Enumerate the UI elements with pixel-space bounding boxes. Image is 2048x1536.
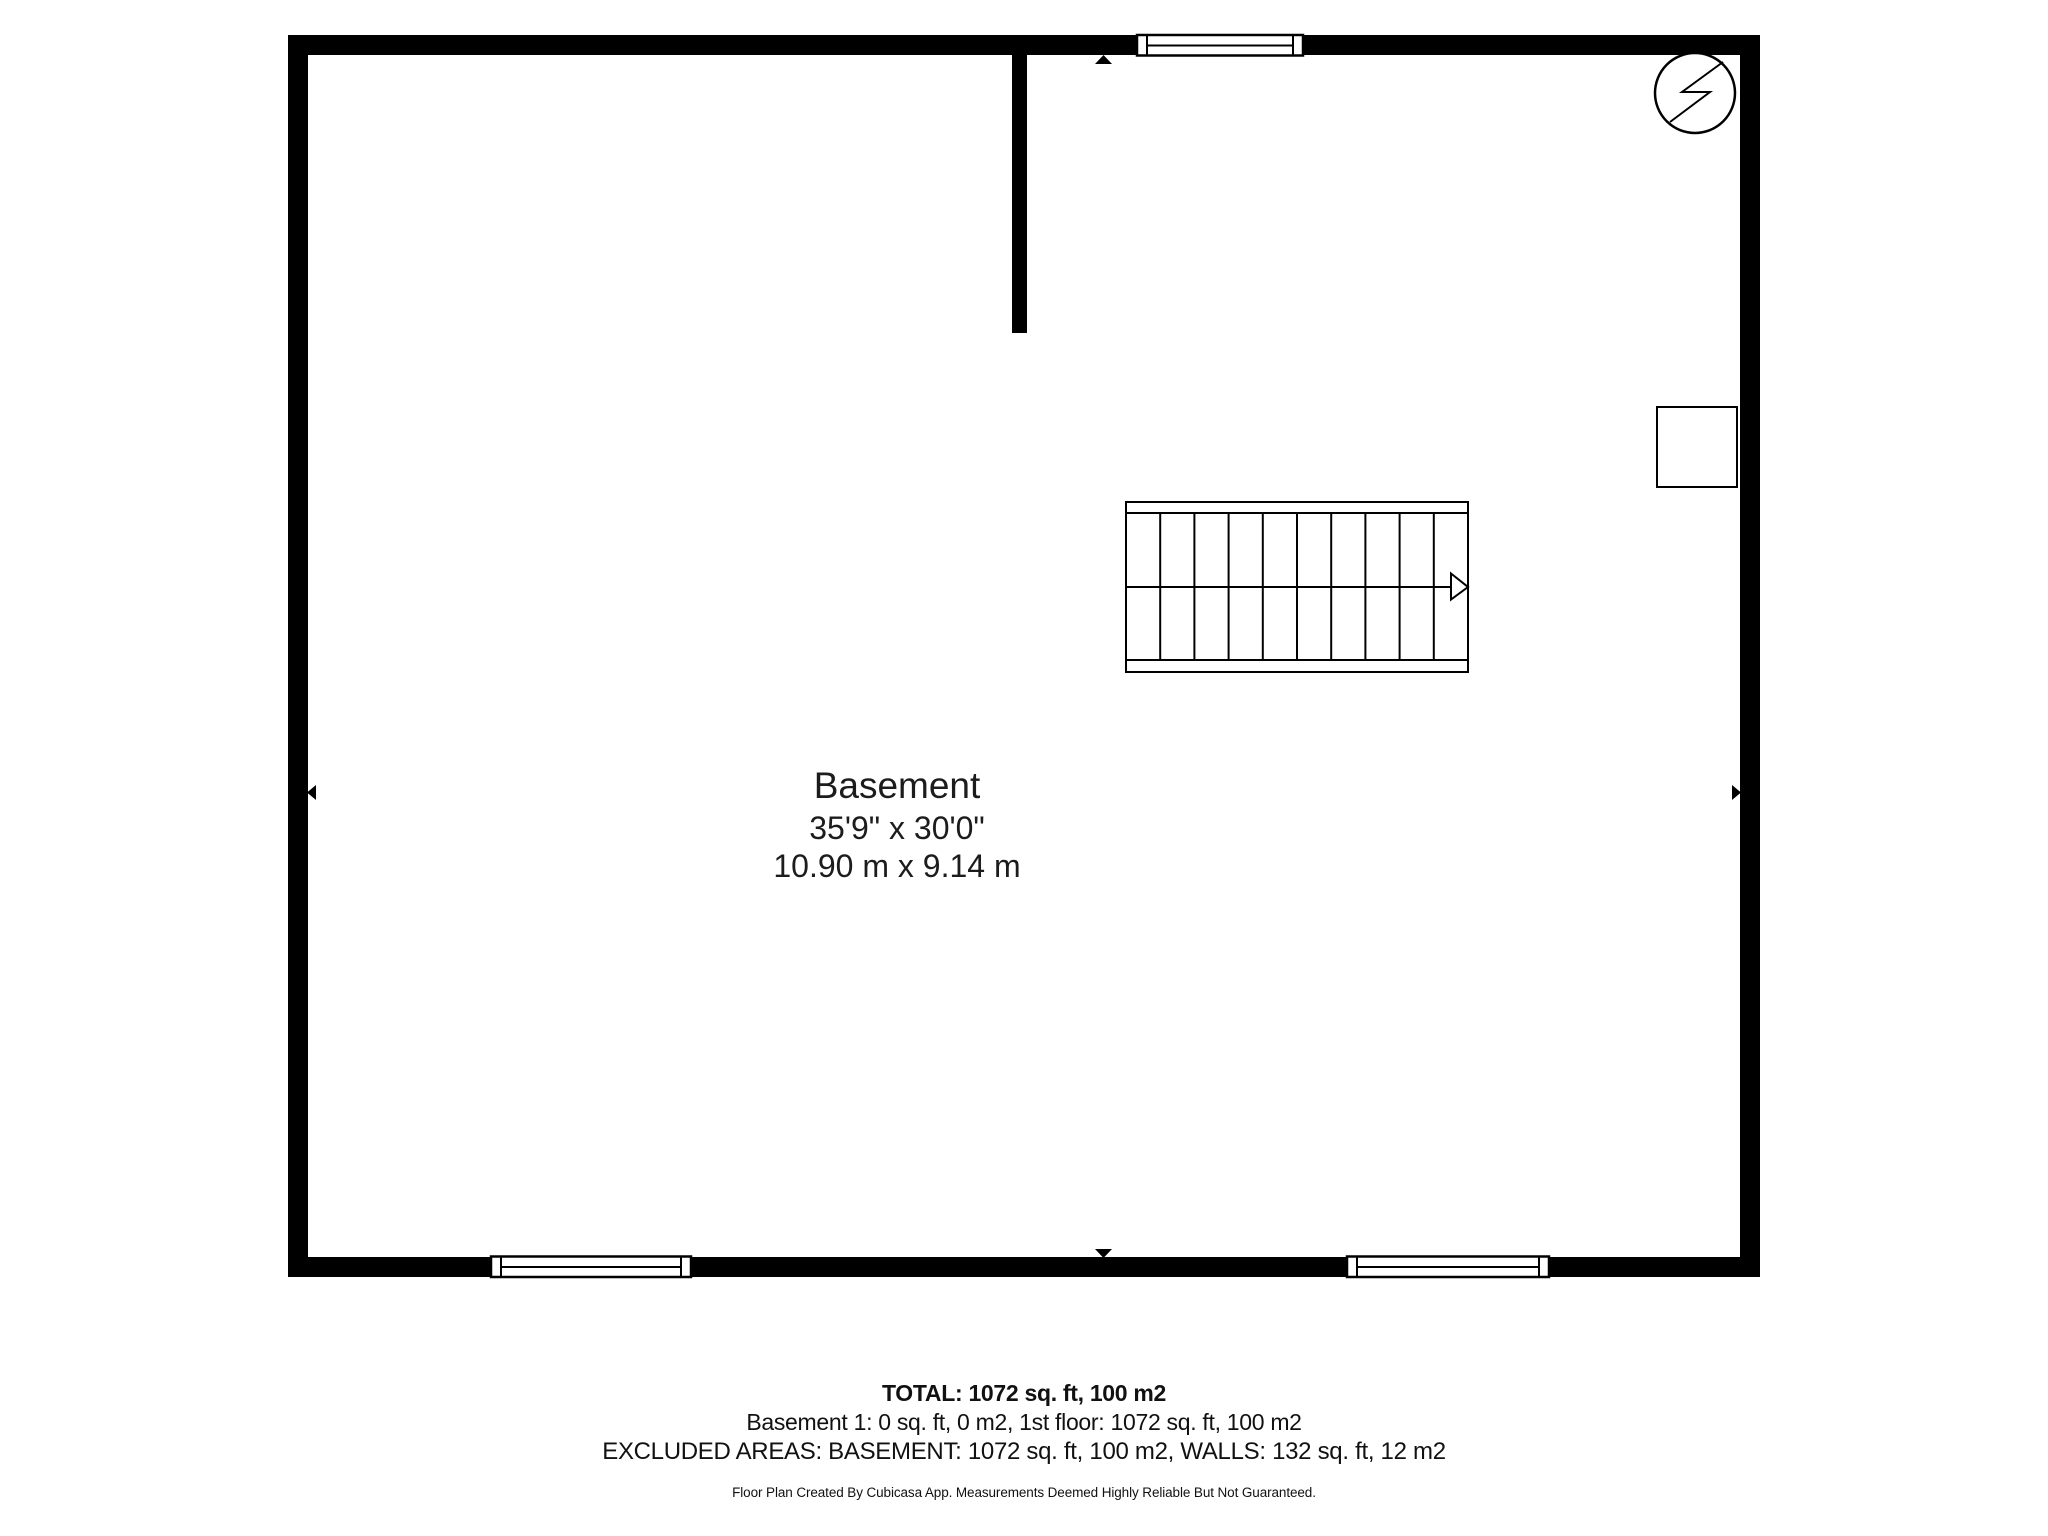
room-dimensions-imperial: 35'9" x 30'0" bbox=[809, 810, 985, 846]
floor-areas-line: Basement 1: 0 sq. ft, 0 m2, 1st floor: 1072 sq. ft, 100 m2 bbox=[746, 1409, 1302, 1435]
area-summary bbox=[0, 1379, 2048, 1466]
staircase bbox=[1126, 502, 1468, 672]
electrical-symbol-icon bbox=[1655, 53, 1735, 133]
wall-marker-right-icon bbox=[1732, 785, 1741, 800]
disclaimer-text: Floor Plan Created By Cubicasa App. Measurements Deemed Highly Reliable But Not Guaranteed. bbox=[732, 1485, 1316, 1500]
window-bottom-right bbox=[1347, 1257, 1549, 1278]
window-bottom-left bbox=[491, 1257, 691, 1278]
wall-marker-bottom-icon bbox=[1095, 1249, 1112, 1258]
room-dimensions-metric: 10.90 m x 9.14 m bbox=[773, 848, 1021, 884]
room-name: Basement bbox=[813, 765, 981, 806]
wall-marker-top-icon bbox=[1095, 55, 1112, 64]
excluded-areas-line: EXCLUDED AREAS: BASEMENT: 1072 sq. ft, 100 m2, WALLS: 132 sq. ft, 12 m2 bbox=[602, 1438, 1446, 1465]
window-top bbox=[1137, 35, 1303, 56]
wall-right bbox=[1740, 35, 1760, 1277]
room-label bbox=[597, 763, 1197, 885]
wall-top bbox=[288, 35, 1760, 55]
wall-left bbox=[288, 35, 308, 1277]
square-fixture bbox=[1657, 407, 1737, 487]
wall-partition bbox=[1012, 55, 1027, 333]
wall-marker-left-icon bbox=[307, 785, 316, 800]
total-area-line: TOTAL: 1072 sq. ft, 100 m2 bbox=[881, 1380, 1167, 1406]
